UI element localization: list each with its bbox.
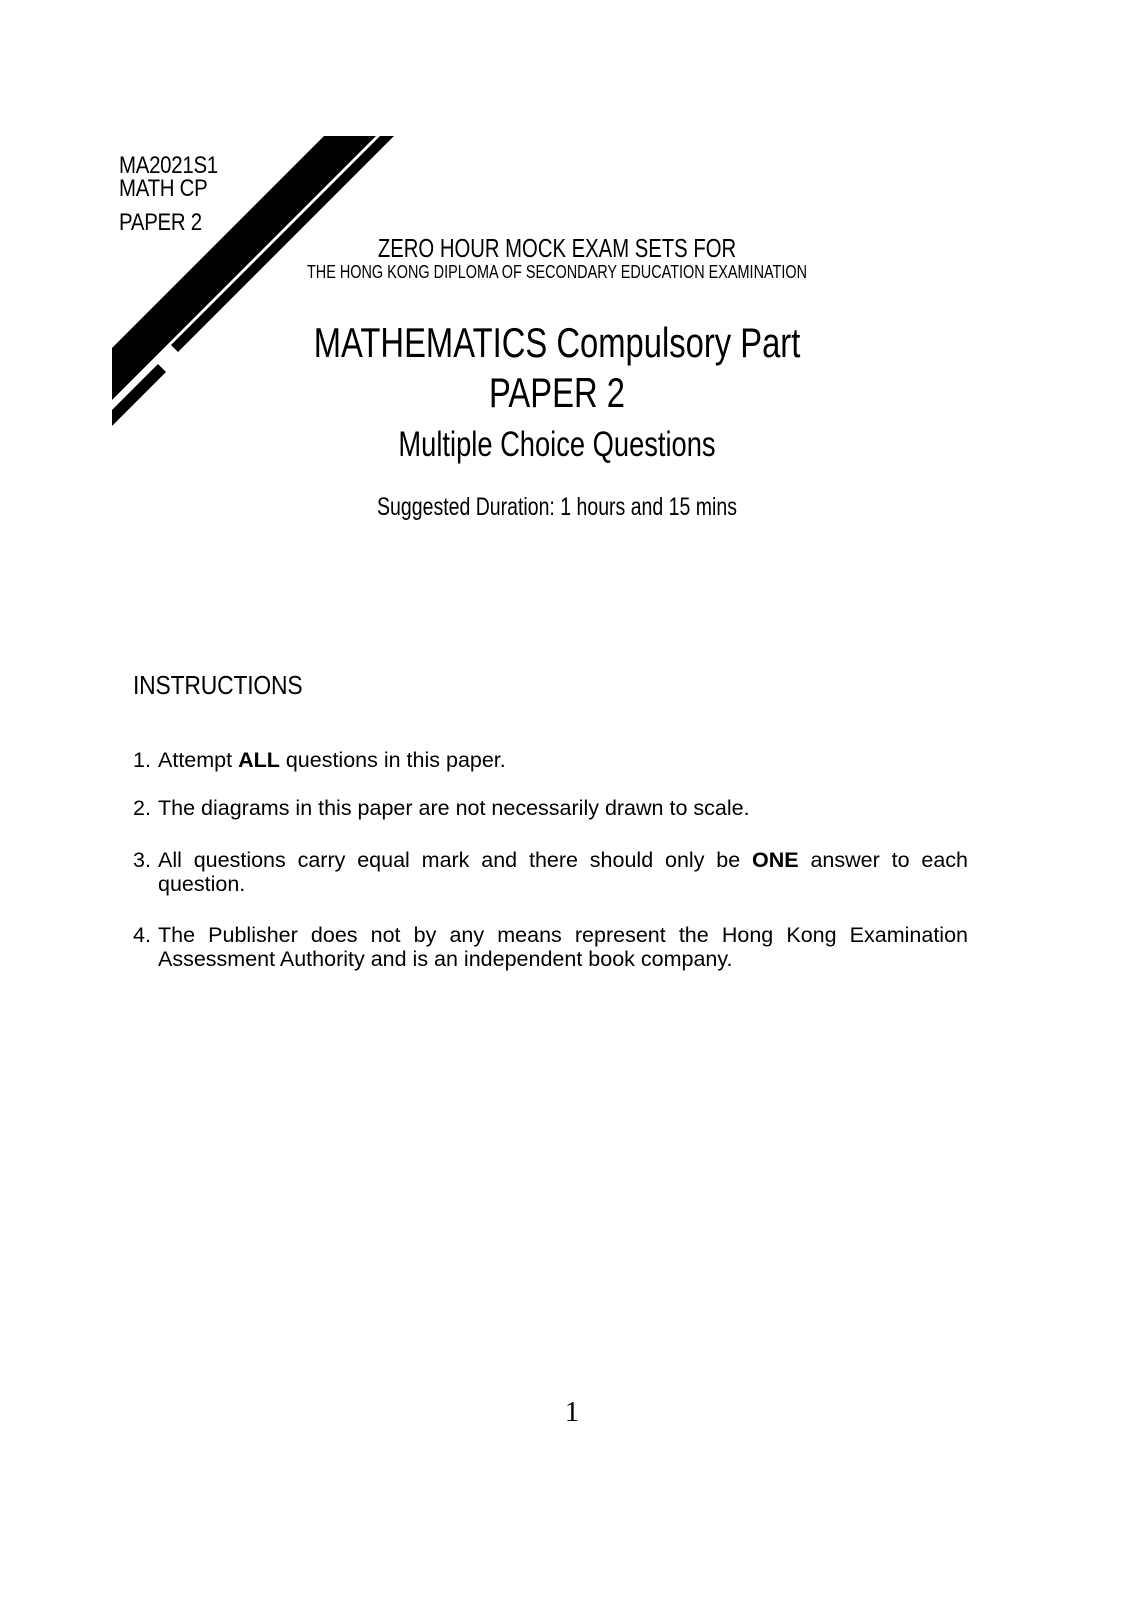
instruction-text-line1 [158,849,968,873]
instruction-text-line1: The Publisher does not by any means represent the Hong Kong Examination [158,923,968,947]
subject-code: MATH CP [119,175,208,202]
instruction-text-line2: question. [158,871,246,896]
text-segment: answer to each [798,848,968,872]
text-segment: questions in this paper. [279,748,506,772]
page-number: 1 [564,1396,580,1428]
paper-title: MATHEMATICS Compulsory Part [313,319,801,366]
bold-text-segment: ONE [752,848,799,872]
paper-subtitle: Multiple Choice Questions [398,425,716,464]
item-number: 4. [133,923,151,947]
instructions-heading: INSTRUCTIONS [133,670,303,700]
series-title: ZERO HOUR MOCK EXAM SETS FOR [377,233,737,263]
instruction-item-1 [133,749,968,773]
instruction-item-2 [133,797,968,821]
paper-number-title: PAPER 2 [489,369,625,416]
instruction-item-3 [133,849,968,896]
examination-name: THE HONG KONG DIPLOMA OF SECONDARY EDUCATION EXAMINATION [306,261,808,282]
instruction-text-line2: Assessment Authority and is an independent book company. [158,946,733,971]
paper-code: MA2021S1 [119,152,218,179]
duration-note: Suggested Duration: 1 hours and 15 mins [377,493,737,521]
paper-label: PAPER 2 [119,209,202,236]
text-segment: Attempt [158,748,239,772]
instruction-text: The diagrams in this paper are not necessarily drawn to scale. [158,796,750,820]
item-number: 1. [133,748,151,772]
instruction-item-4 [133,924,968,971]
item-number: 2. [133,796,151,820]
bold-text-segment: ALL [238,748,280,772]
instruction-text [158,749,968,773]
text-segment: All questions carry equal mark and there should only be [158,848,753,872]
item-number: 3. [133,848,151,872]
